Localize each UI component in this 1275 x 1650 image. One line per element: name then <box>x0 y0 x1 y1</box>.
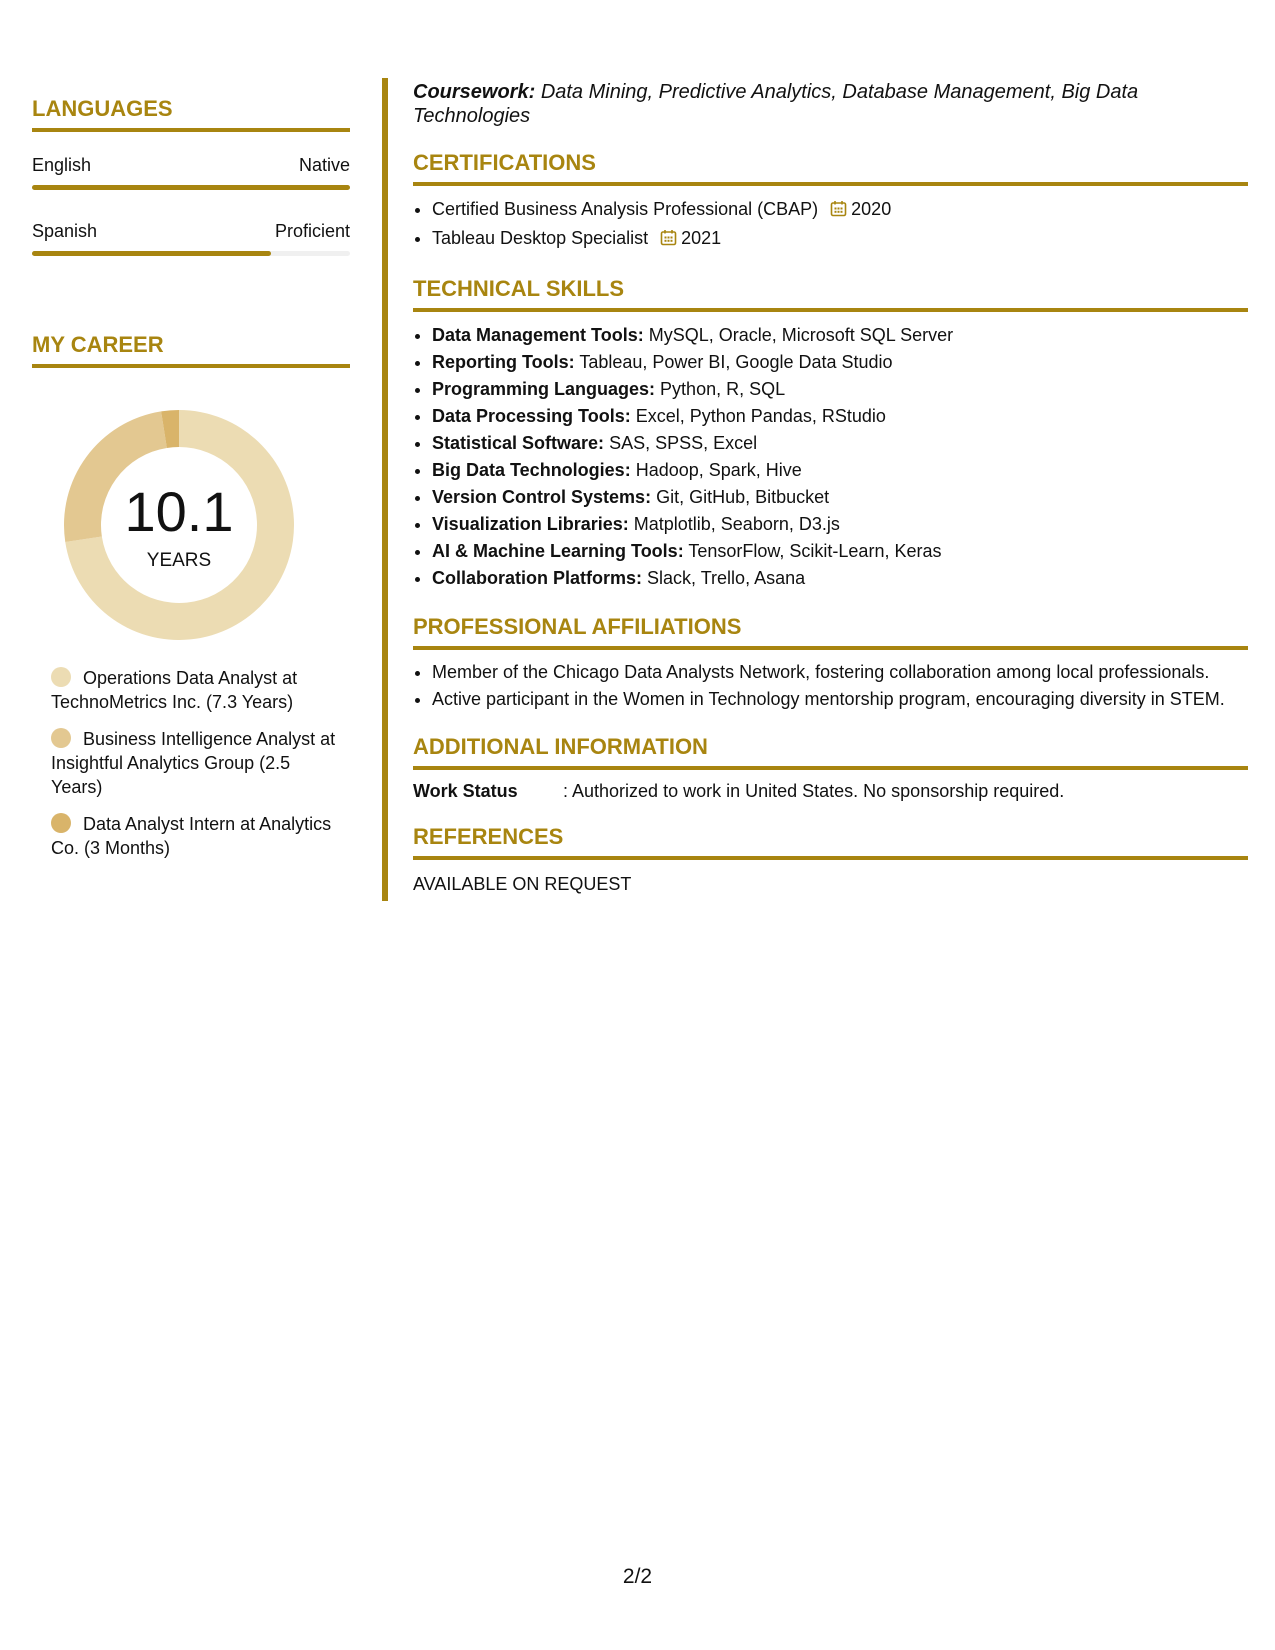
certification-name: Tableau Desktop Specialist <box>432 228 649 248</box>
technical-skills-section <box>413 276 1248 592</box>
certification-year: 2021 <box>681 228 722 248</box>
skill-value: Hadoop, Spark, Hive <box>635 460 802 480</box>
affiliation-item: • Active participant in the Women in Technology mentorship program, encouraging diversity in STEM. <box>432 687 1248 712</box>
skill-label: AI & Machine Learning Tools: <box>432 541 684 561</box>
skill-label: Data Management Tools: <box>432 325 644 345</box>
skill-label: Data Processing Tools: <box>432 406 631 426</box>
career-section <box>32 332 350 860</box>
skill-value: Excel, Python Pandas, RStudio <box>635 406 886 426</box>
language-item <box>32 154 350 190</box>
skill-value: Slack, Trello, Asana <box>647 568 806 588</box>
career-legend-item <box>51 727 341 799</box>
skill-label: Version Control Systems: <box>432 487 652 507</box>
affiliations-section <box>413 614 1248 712</box>
skill-label: Programming Languages: <box>432 379 656 399</box>
skill-label: Visualization Libraries: <box>432 514 629 534</box>
skill-label: Collaboration Platforms: <box>432 568 643 588</box>
work-status-value: : Authorized to work in United States. No sponsorship required. <box>563 781 1065 801</box>
skill-item <box>432 457 1248 484</box>
career-role-label: Data Analyst Intern at Analytics Co. (3 Months) <box>51 814 332 858</box>
language-bar <box>32 185 350 190</box>
affiliations-title: PROFESSIONAL AFFILIATIONS <box>413 614 742 639</box>
references-title: REFERENCES <box>413 824 564 849</box>
skill-value: Git, GitHub, Bitbucket <box>656 487 830 507</box>
legend-dot <box>51 728 71 748</box>
skill-item <box>432 349 1248 376</box>
skill-value: MySQL, Oracle, Microsoft SQL Server <box>648 325 954 345</box>
right-column <box>413 80 1248 895</box>
certification-item <box>432 196 1248 225</box>
column-divider <box>382 78 388 901</box>
additional-information-title: ADDITIONAL INFORMATION <box>413 734 708 759</box>
career-total-unit: YEARS <box>146 550 212 571</box>
skill-item <box>432 565 1248 592</box>
languages-section <box>32 96 350 256</box>
skill-item <box>432 511 1248 538</box>
section-rule <box>413 766 1248 770</box>
certifications-list <box>413 196 1248 254</box>
certification-year: 2020 <box>851 199 892 219</box>
references-section <box>413 824 1248 895</box>
language-bar <box>32 251 350 256</box>
certifications-section <box>413 150 1248 254</box>
legend-dot <box>51 667 71 687</box>
certification-name: Certified Business Analysis Professional (CBAP) <box>432 199 819 219</box>
affiliations-list <box>413 660 1248 712</box>
skill-label: Statistical Software: <box>432 433 605 453</box>
skill-item <box>432 430 1248 457</box>
section-rule <box>32 128 350 132</box>
skills-list <box>413 322 1248 592</box>
career-total-years: 10.1 <box>124 480 234 543</box>
section-rule <box>413 856 1248 860</box>
left-column <box>32 96 350 873</box>
career-donut-chart <box>64 410 294 640</box>
career-role-label: Business Intelligence Analyst at Insightful Analytics Group (2.5 Years) <box>51 729 336 797</box>
career-legend-item <box>51 812 341 860</box>
section-rule <box>413 182 1248 186</box>
skill-item <box>432 322 1248 349</box>
coursework <box>413 80 1248 128</box>
skill-item <box>432 376 1248 403</box>
certification-item <box>432 225 1248 254</box>
language-name: English <box>32 155 92 175</box>
coursework-text: Data Mining, Predictive Analytics, Database Management, Big Data Technologies <box>413 81 1139 127</box>
certifications-title: CERTIFICATIONS <box>413 150 596 175</box>
section-rule <box>32 364 350 368</box>
work-status-label: Work Status <box>413 781 518 801</box>
skill-value: Python, R, SQL <box>660 379 786 399</box>
skill-label: Big Data Technologies: <box>432 460 631 480</box>
skill-value: TensorFlow, Scikit-Learn, Keras <box>688 541 942 561</box>
language-bar-fill <box>32 251 271 256</box>
skill-value: SAS, SPSS, Excel <box>609 433 758 453</box>
skill-value: Tableau, Power BI, Google Data Studio <box>579 352 893 372</box>
legend-dot <box>51 813 71 833</box>
technical-skills-title: TECHNICAL SKILLS <box>413 276 625 301</box>
page-number: 2/2 <box>622 1565 653 1588</box>
skill-label: Reporting Tools: <box>432 352 575 372</box>
career-role-label: Operations Data Analyst at TechnoMetrics Inc. (7.3 Years) <box>51 668 298 712</box>
calendar-icon <box>830 198 847 225</box>
skill-item <box>432 538 1248 565</box>
coursework-label: Coursework: <box>413 81 536 103</box>
section-rule <box>413 646 1248 650</box>
career-legend <box>51 666 341 860</box>
skill-item <box>432 403 1248 430</box>
career-legend-item <box>51 666 341 714</box>
language-bar-fill <box>32 185 350 190</box>
calendar-icon <box>660 227 677 254</box>
language-name: Spanish <box>32 221 98 241</box>
section-rule <box>413 308 1248 312</box>
affiliation-item: • Member of the Chicago Data Analysts Network, fostering collaboration among local professionals. <box>432 660 1248 685</box>
languages-title: LANGUAGES <box>32 96 173 121</box>
language-level: Native <box>298 155 350 175</box>
skill-item <box>432 484 1248 511</box>
language-level: Proficient <box>274 221 350 241</box>
references-text: AVAILABLE ON REQUEST <box>413 874 632 894</box>
work-status-row <box>413 780 1248 802</box>
language-item <box>32 220 350 256</box>
additional-information-section <box>413 734 1248 802</box>
career-title: MY CAREER <box>32 332 164 357</box>
skill-value: Matplotlib, Seaborn, D3.js <box>633 514 840 534</box>
